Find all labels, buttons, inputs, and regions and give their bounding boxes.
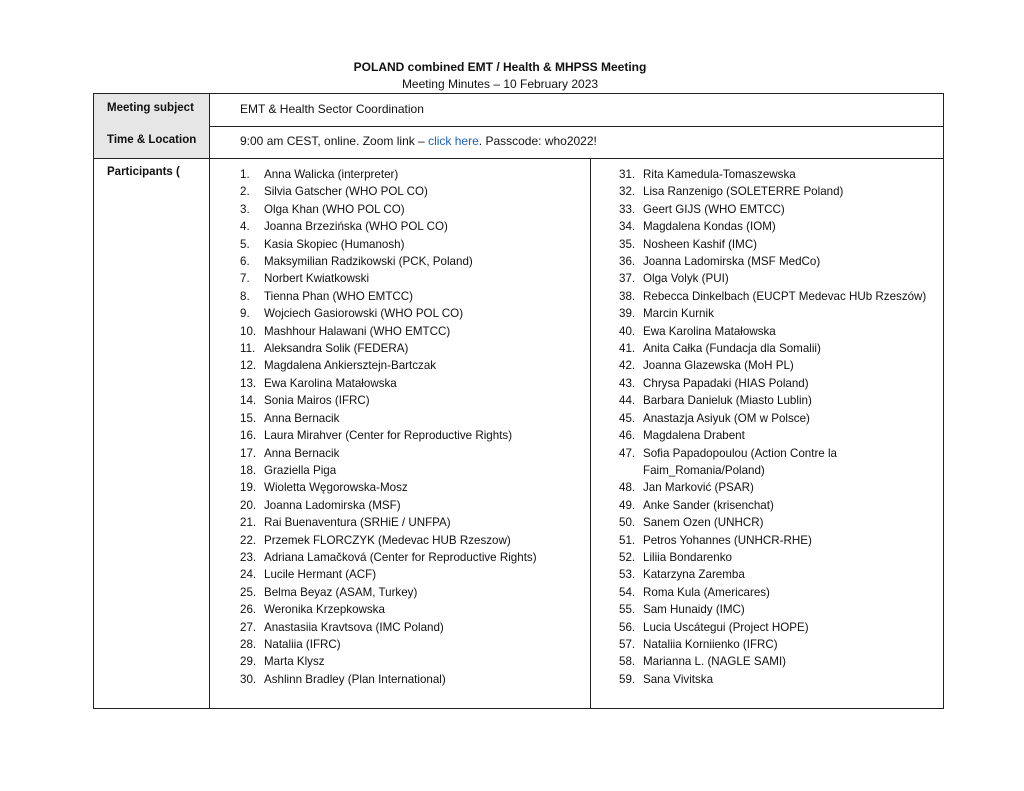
participant-number: 45. — [619, 411, 636, 425]
participant-number: 35. — [619, 237, 636, 251]
participant-name: Nataliia (IFRC) — [264, 637, 341, 651]
participant-item — [240, 584, 590, 601]
participant-name: Wioletta Węgorowska-Mosz — [264, 481, 408, 495]
participant-item — [240, 357, 590, 374]
participant-name: Ewa Karolina Matałowska — [643, 324, 776, 338]
participant-number: 16. — [240, 429, 257, 443]
participant-name: Nataliia Korniienko (IFRC) — [643, 637, 778, 651]
participant-item — [619, 305, 929, 322]
participant-number: 26. — [240, 603, 257, 617]
participant-number: 52. — [619, 550, 636, 564]
participant-item — [240, 166, 590, 183]
participant-name: Lucia Uscátegui (Project HOPE) — [643, 620, 809, 634]
participant-name: Lucile Hermant (ACF) — [264, 568, 377, 582]
participant-item — [619, 236, 929, 253]
participant-name: Przemek FLORCZYK (Medevac HUB Rzeszow) — [264, 533, 511, 547]
participant-name: Anke Sander (krisenchat) — [643, 498, 774, 512]
participant-name: Anna Walicka (interpreter) — [264, 168, 399, 181]
participant-item — [240, 532, 590, 549]
participant-name: Anastasiia Kravtsova (IMC Poland) — [264, 620, 444, 634]
participant-name: Katarzyna Zaremba — [643, 568, 745, 582]
participant-number: 36. — [619, 255, 636, 269]
participant-item — [619, 532, 929, 549]
participant-number: 3. — [240, 202, 250, 216]
participant-number: 43. — [619, 376, 636, 390]
participant-name: Marta Klysz — [264, 655, 325, 669]
document-subtitle: Meeting Minutes – 10 February 2023 — [401, 77, 599, 91]
participant-number: 20. — [240, 498, 257, 512]
participant-item — [619, 671, 929, 688]
participant-name: Weronika Krzepkowska — [264, 603, 385, 617]
participant-name: Tienna Phan (WHO EMTCC) — [264, 289, 414, 303]
participant-item — [240, 323, 590, 340]
participants-list-left — [240, 166, 590, 688]
participant-number: 39. — [619, 307, 636, 321]
participant-number: 6. — [240, 255, 250, 269]
participant-number: 22. — [240, 533, 257, 547]
participant-item — [240, 601, 590, 618]
participant-item — [619, 392, 929, 409]
participant-number: 24. — [240, 568, 257, 582]
participant-number: 47. — [619, 446, 636, 460]
participant-name: Joanna Ladomirska (MSF) — [264, 498, 401, 512]
participant-number: 49. — [619, 498, 636, 512]
participant-item — [619, 427, 929, 444]
participant-item — [619, 166, 929, 183]
time-suffix: . Passcode: who2022! — [478, 134, 597, 148]
participant-item — [619, 549, 929, 566]
time-location-value — [210, 126, 943, 158]
participant-number: 1. — [240, 168, 250, 181]
participant-number: 10. — [240, 324, 257, 338]
participant-name: Aleksandra Solik (FEDERA) — [264, 342, 409, 356]
participant-name: Barbara Danieluk (Miasto Lublin) — [643, 394, 812, 408]
column-divider — [590, 158, 591, 708]
participant-item — [240, 410, 590, 427]
participant-number: 30. — [240, 672, 257, 686]
participant-item — [619, 201, 929, 218]
participant-item — [240, 636, 590, 653]
participant-item — [619, 497, 929, 514]
participant-item — [619, 270, 929, 287]
participant-item — [619, 636, 929, 653]
participant-name: Olga Volyk (PUI) — [643, 272, 729, 286]
participant-name: Anastazja Asiyuk (OM w Polsce) — [643, 411, 810, 425]
participant-item — [619, 340, 929, 357]
participant-item — [619, 323, 929, 340]
participant-name: Marianna L. (NAGLE SAMI) — [643, 655, 787, 669]
participant-number: 19. — [240, 481, 257, 495]
meeting-subject-row — [94, 94, 943, 127]
participant-number: 46. — [619, 429, 636, 443]
participant-item — [240, 671, 590, 688]
participant-number: 25. — [240, 585, 257, 599]
participant-item — [240, 253, 590, 270]
minutes-table — [93, 93, 944, 709]
time-location-label: Time & Location — [94, 126, 210, 158]
participant-name: Anita Całka (Fundacja dla Somalii) — [643, 342, 821, 356]
participant-name: Rebecca Dinkelbach (EUCPT Medevac HUb Rzeszów) — [643, 289, 927, 303]
participant-name: Kasia Skopiec (Humanosh) — [264, 237, 405, 251]
participant-name: Magdalena Kondas (IOM) — [643, 220, 776, 234]
participant-name: Marcin Kurnik — [643, 307, 714, 321]
participant-number: 31. — [619, 168, 636, 181]
participant-item — [240, 445, 590, 462]
participant-number: 5. — [240, 237, 250, 251]
participant-name: Maksymilian Radzikowski (PCK, Poland) — [264, 255, 473, 269]
participant-name: Wojciech Gasiorowski (WHO POL CO) — [264, 307, 464, 321]
participant-number: 54. — [619, 585, 636, 599]
participants-label: Participants ( — [94, 158, 210, 708]
participant-number: 13. — [240, 376, 257, 390]
participant-name: Mashhour Halawani (WHO EMTCC) — [264, 324, 451, 338]
participant-name: Anna Bernacik — [264, 446, 340, 460]
participant-item — [240, 514, 590, 531]
participant-number: 38. — [619, 289, 636, 303]
participant-number: 55. — [619, 603, 636, 617]
participant-number: 23. — [240, 550, 257, 564]
time-location-row — [94, 126, 943, 159]
participant-name: Magdalena Drabent — [643, 429, 745, 443]
participant-item — [240, 549, 590, 566]
participant-name: Petros Yohannes (UNHCR-RHE) — [643, 533, 812, 547]
participant-number: 21. — [240, 516, 257, 530]
participant-name: Sana Vivitska — [643, 672, 714, 686]
participant-number: 11. — [240, 342, 256, 356]
participant-item — [619, 584, 929, 601]
participant-item — [240, 392, 590, 409]
participant-number: 12. — [240, 359, 257, 373]
participant-item — [240, 462, 590, 479]
participant-number: 48. — [619, 481, 636, 495]
participant-number: 51. — [619, 533, 636, 547]
zoom-link[interactable]: click here — [428, 134, 479, 148]
participant-name: Norbert Kwiatkowski — [264, 272, 370, 286]
participant-name: Sam Hunaidy (IMC) — [643, 603, 745, 617]
participant-item — [240, 375, 590, 392]
participant-number: 57. — [619, 637, 636, 651]
participant-item — [619, 479, 929, 496]
participant-name: Chrysa Papadaki (HIAS Poland) — [643, 376, 809, 390]
participant-number: 2. — [240, 185, 250, 199]
participant-item — [240, 497, 590, 514]
participant-item — [240, 218, 590, 235]
participant-name: Sofia Papadopoulou (Action Contre la Faim_Romania/Poland) — [643, 446, 838, 477]
participant-number: 9. — [240, 307, 250, 321]
participant-name: Anna Bernacik — [264, 411, 340, 425]
participant-number: 41. — [619, 342, 636, 356]
participant-name: Olga Khan (WHO POL CO) — [264, 202, 405, 216]
participant-item — [240, 236, 590, 253]
time-prefix: 9:00 am CEST, online. Zoom link – — [240, 134, 429, 148]
participant-name: Rai Buenaventura (SRHiE / UNFPA) — [264, 516, 451, 530]
participant-item — [619, 601, 929, 618]
participant-number: 58. — [619, 655, 636, 669]
participant-name: Sonia Mairos (IFRC) — [264, 394, 370, 408]
participant-number: 29. — [240, 655, 257, 669]
participant-item — [240, 479, 590, 496]
participant-item — [619, 410, 929, 427]
participant-name: Roma Kula (Americares) — [643, 585, 770, 599]
participant-number: 34. — [619, 220, 636, 234]
participant-item — [619, 218, 929, 235]
participant-item — [240, 427, 590, 444]
participant-name: Geert GIJS (WHO EMTCC) — [643, 202, 785, 216]
participant-item — [619, 288, 929, 305]
participant-name: Joanna Brzezińska (WHO POL CO) — [264, 220, 448, 234]
participant-number: 7. — [240, 272, 250, 286]
participant-item — [619, 653, 929, 670]
participant-name: Adriana Lamačková (Center for Reproductive Rights) — [264, 550, 537, 564]
participant-item — [619, 514, 929, 531]
participant-item — [240, 340, 590, 357]
meeting-subject-value: EMT & Health Sector Coordination — [240, 102, 424, 116]
participant-number: 17. — [240, 446, 257, 460]
participant-name: Joanna Glazewska (MoH PL) — [643, 359, 794, 373]
participant-name: Joanna Ladomirska (MSF MedCo) — [643, 255, 821, 269]
participant-name: Belma Beyaz (ASAM, Turkey) — [264, 585, 418, 599]
participant-number: 15. — [240, 411, 257, 425]
participant-name: Jan Marković (PSAR) — [643, 481, 754, 495]
participant-item — [240, 566, 590, 583]
participant-number: 44. — [619, 394, 636, 408]
participant-number: 32. — [619, 185, 636, 199]
participant-number: 42. — [619, 359, 636, 373]
participant-number: 14. — [240, 394, 257, 408]
participant-name: Nosheen Kashif (IMC) — [643, 237, 758, 251]
participant-number: 27. — [240, 620, 257, 634]
participant-name: Ewa Karolina Matałowska — [264, 376, 397, 390]
document-title: POLAND combined EMT / Health & MHPSS Meeting — [353, 60, 647, 74]
participant-item — [240, 653, 590, 670]
participant-item — [240, 305, 590, 322]
participant-item — [240, 183, 590, 200]
participant-number: 37. — [619, 272, 636, 286]
participant-item — [619, 566, 929, 583]
participant-name: Magdalena Ankiersztejn-Bartczak — [264, 359, 437, 373]
participant-item — [240, 619, 590, 636]
participant-name: Sanem Ozen (UNHCR) — [643, 516, 764, 530]
participant-item — [619, 183, 929, 200]
participant-number: 8. — [240, 289, 250, 303]
participant-item — [619, 357, 929, 374]
participant-name: Laura Mirahver (Center for Reproductive Rights) — [264, 429, 513, 443]
participant-item — [619, 619, 929, 636]
participant-item — [240, 201, 590, 218]
participant-number: 33. — [619, 202, 636, 216]
participant-name: Rita Kamedula-Tomaszewska — [643, 168, 796, 181]
meeting-subject-label: Meeting subject — [94, 94, 210, 126]
participant-number: 28. — [240, 637, 257, 651]
participant-item — [619, 375, 929, 392]
participant-name: Lisa Ranzenigo (SOLETERRE Poland) — [643, 185, 844, 199]
participant-number: 56. — [619, 620, 636, 634]
participant-number: 59. — [619, 672, 636, 686]
participant-number: 53. — [619, 568, 636, 582]
participant-item — [619, 253, 929, 270]
participant-name: Liliia Bondarenko — [643, 550, 732, 564]
participants-list-right — [619, 166, 929, 688]
participant-item — [240, 288, 590, 305]
participant-name: Graziella Piga — [264, 463, 337, 477]
participant-number: 40. — [619, 324, 636, 338]
participant-name: Silvia Gatscher (WHO POL CO) — [264, 185, 428, 199]
participant-name: Ashlinn Bradley (Plan International) — [264, 672, 446, 686]
participant-number: 50. — [619, 516, 636, 530]
participant-item — [240, 270, 590, 287]
participant-number: 4. — [240, 220, 250, 234]
participant-item — [619, 445, 929, 480]
participant-number: 18. — [240, 463, 257, 477]
